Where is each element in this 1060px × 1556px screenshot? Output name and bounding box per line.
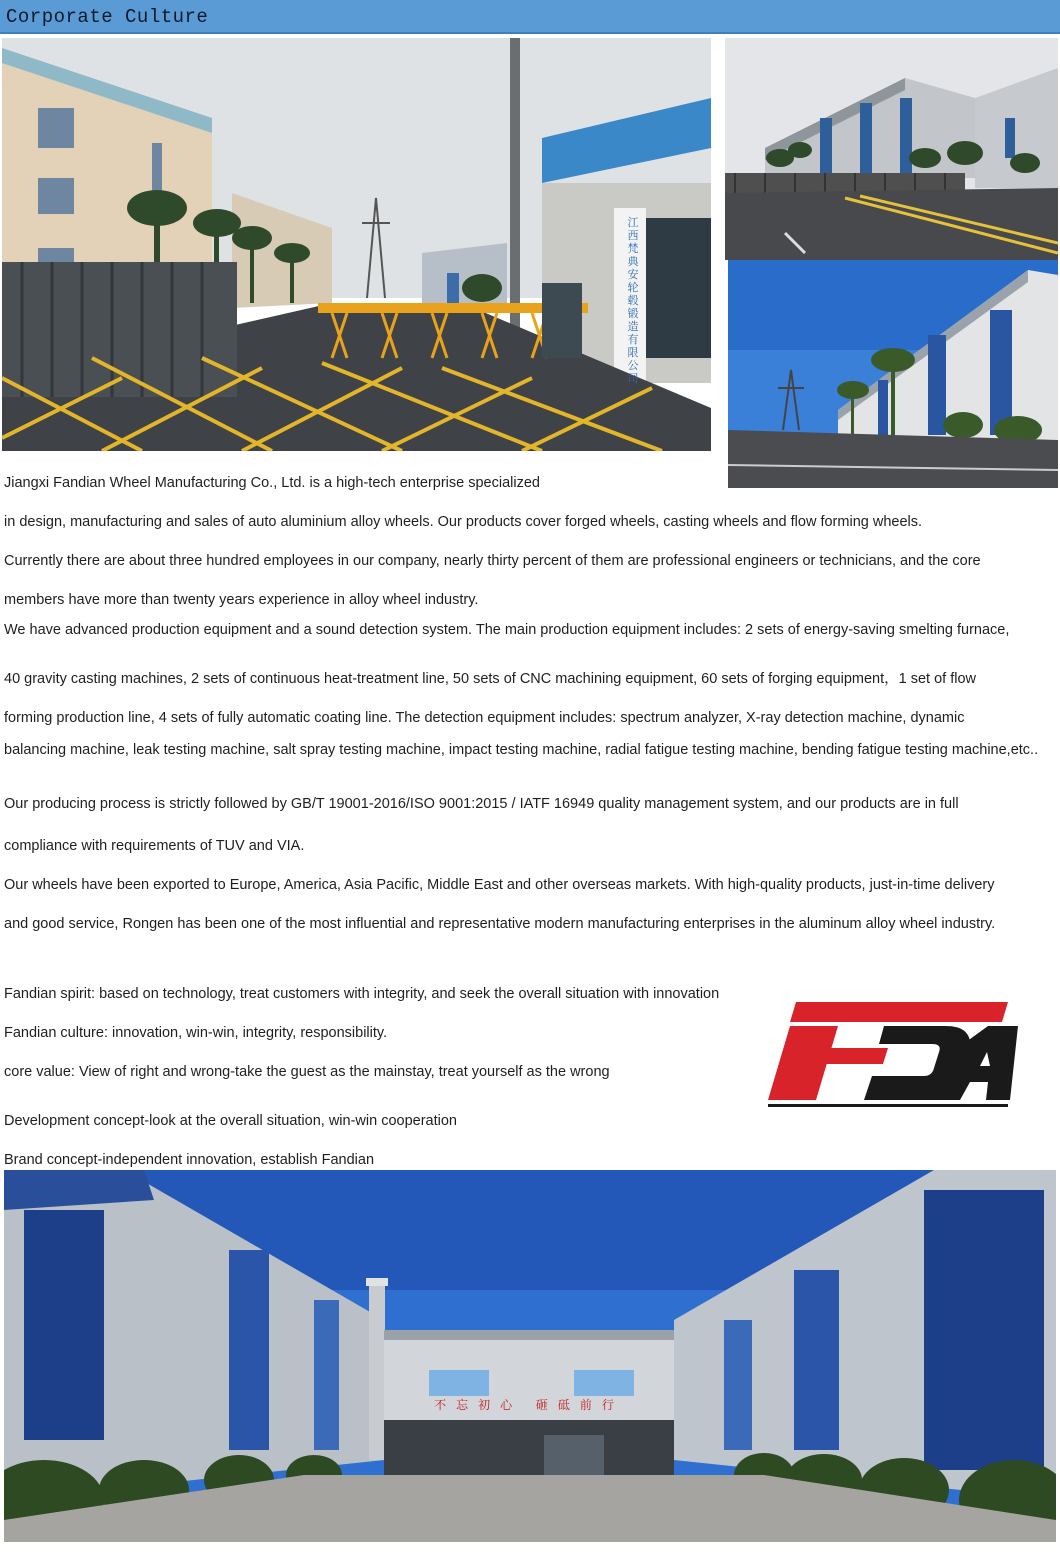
export-line-2: and good service, Rongen has been one of the most influential and representative modern manufacturing enterprises in the aluminum alloy wheel industry.	[4, 916, 996, 932]
gate-sign: 江西梵典安轮毂锻造有限公司	[627, 216, 639, 385]
fda-logo-image	[756, 996, 1056, 1116]
factory-gate-image	[2, 38, 711, 451]
page-header	[0, 0, 1060, 34]
intro-line-2: in design, manufacturing and sales of auto aluminium alloy wheels. Our products cover forged wheels, casting wheels and flow forming wheels.	[4, 514, 923, 530]
equipment-line-4: balancing machine, leak testing machine, salt spray testing machine, impact testing machine, radial fatigue testing machine, bending fatigue testing machine,etc..	[4, 742, 1039, 758]
photo-building-road	[725, 38, 1058, 260]
export-line-1: Our wheels have been exported to Europe, America, Asia Pacific, Middle East and other overseas markets. With high-quality products, just-in-time delivery	[4, 877, 995, 893]
photo-factory-courtyard	[4, 1170, 1056, 1542]
brand-concept: Brand concept-independent innovation, establish Fandian	[4, 1152, 375, 1168]
fandian-culture: Fandian culture: innovation, win-win, integrity, responsibility.	[4, 1025, 388, 1041]
development-concept: Development concept-look at the overall situation, win-win cooperation	[4, 1113, 457, 1129]
intro-line-1: Jiangxi Fandian Wheel Manufacturing Co., Ltd. is a high-tech enterprise specialized	[4, 475, 540, 491]
quality-line-2: compliance with requirements of TUV and VIA.	[4, 838, 305, 854]
factory-courtyard-image	[4, 1170, 1056, 1542]
fandian-spirit: Fandian spirit: based on technology, treat customers with integrity, and seek the overall situation with innovation	[4, 986, 720, 1002]
equipment-line-3: forming production line, 4 sets of fully automatic coating line. The detection equipment includes: spectrum analyzer, X-ray detection machine, dynamic	[4, 710, 965, 726]
equipment-line-2: 40 gravity casting machines, 2 sets of continuous heat-treatment line, 50 sets of CNC machining equipment, 60 sets of forging equipment，1 set of flow	[4, 671, 977, 687]
blue-sky-building-image	[728, 260, 1058, 488]
intro-line-4: members have more than twenty years experience in alloy wheel industry.	[4, 592, 479, 608]
intro-line-3: Currently there are about three hundred employees in our company, nearly thirty percent of them are professional engineers or technicians, and the core	[4, 553, 981, 569]
photo-factory-gate	[2, 38, 711, 451]
equipment-line-1: We have advanced production equipment and a sound detection system. The main production equipment includes: 2 sets of energy-saving smelting furnace,	[4, 622, 1010, 638]
page-title: Corporate Culture	[6, 6, 209, 28]
building-road-image	[725, 38, 1058, 260]
quality-line-1: Our producing process is strictly followed by GB/T 19001-2016/ISO 9001:2015 / IATF 16949 quality management system, and our products are in full	[4, 796, 959, 812]
fda-logo	[756, 996, 1056, 1116]
building-banner: 不忘初心 砸砥前行	[434, 1398, 624, 1412]
core-value: core value: View of right and wrong-take the guest as the mainstay, treat yourself as the wrong	[4, 1064, 610, 1080]
photo-blue-sky-building	[728, 260, 1058, 488]
